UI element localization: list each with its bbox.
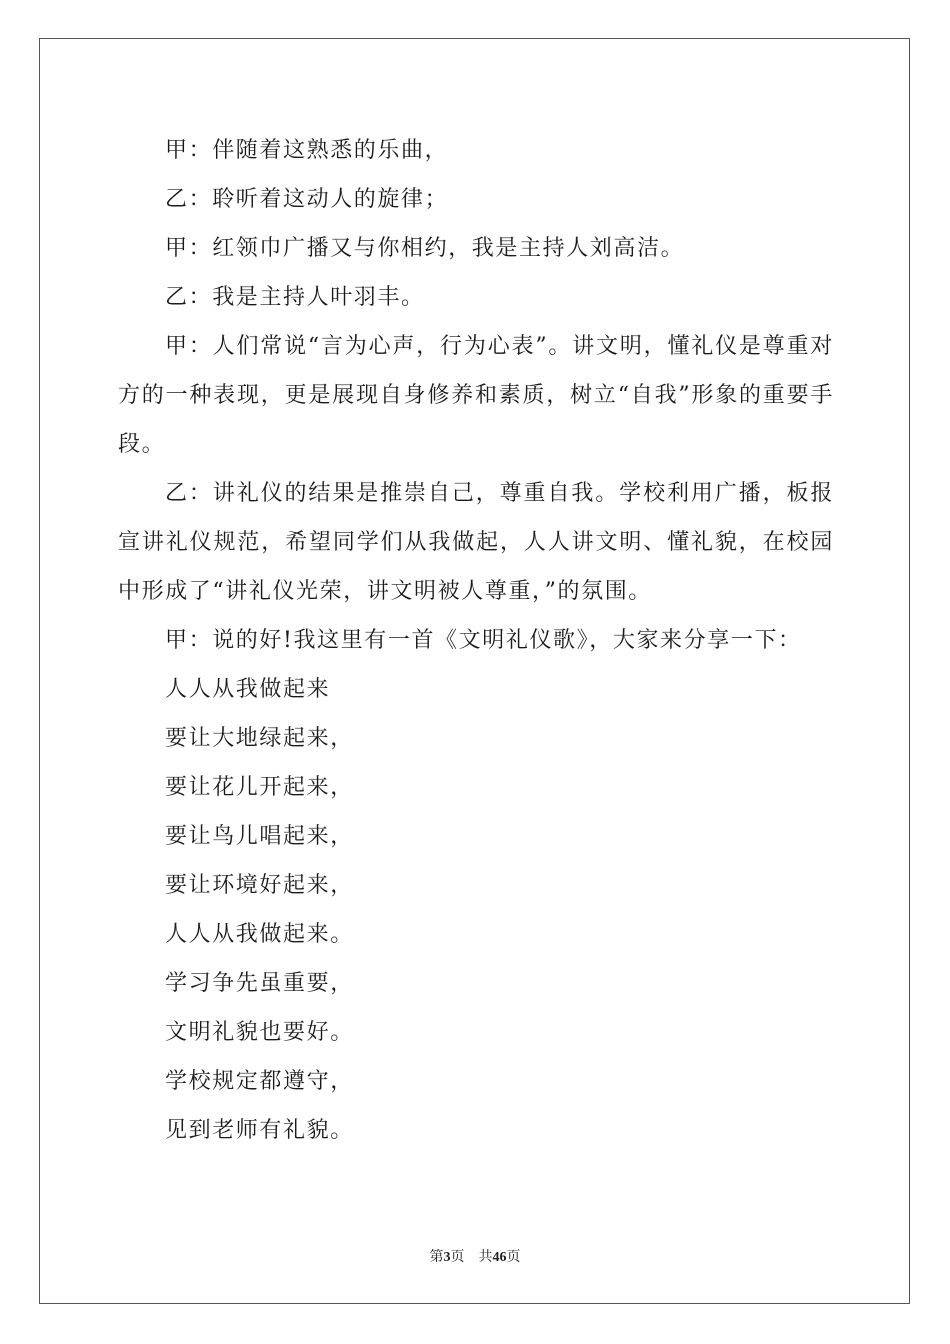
page-footer bbox=[0, 1246, 950, 1266]
paragraph: 乙：我是主持人叶羽丰。 bbox=[165, 285, 425, 310]
poem-line: 要让大地绿起来， bbox=[165, 726, 354, 751]
page-suffix: 页 bbox=[450, 1250, 465, 1265]
paragraph: 甲：说的好!我这里有一首《文明礼仪歌》，大家来分享一下： bbox=[165, 628, 802, 653]
page-number: 3 bbox=[443, 1250, 451, 1265]
poem-line: 文明礼貌也要好。 bbox=[165, 1020, 354, 1045]
paragraph: 甲：伴随着这熟悉的乐曲， bbox=[165, 138, 449, 163]
poem-line: 见到老师有礼貌。 bbox=[165, 1118, 354, 1143]
poem-line: 学习争先虽重要， bbox=[165, 971, 354, 996]
paragraph: 乙：聆听着这动人的旋律； bbox=[165, 187, 449, 212]
document-body bbox=[118, 126, 834, 1155]
poem-line: 要让环境好起来， bbox=[165, 873, 354, 898]
paragraph: 甲：人们常说“言为心声，行为心表”。讲文明，懂礼仪是尊重对方的一种表现，更是展现自身修养和素质，树立“自我”形象的重要手段。 bbox=[118, 334, 834, 457]
poem-line: 人人从我做起来。 bbox=[165, 922, 354, 947]
paragraph: 甲：红领巾广播又与你相约，我是主持人刘高洁。 bbox=[165, 236, 685, 261]
poem-line: 人人从我做起来 bbox=[165, 677, 331, 702]
page-prefix: 第 bbox=[429, 1250, 444, 1265]
poem-line: 要让鸟儿唱起来， bbox=[165, 824, 354, 849]
poem-line: 学校规定都遵守， bbox=[165, 1069, 354, 1094]
total-prefix: 共 bbox=[478, 1250, 493, 1265]
total-suffix: 页 bbox=[506, 1250, 521, 1265]
total-pages: 46 bbox=[492, 1250, 507, 1265]
poem-line: 要让花儿开起来， bbox=[165, 775, 354, 800]
paragraph: 乙：讲礼仪的结果是推崇自己，尊重自我。学校利用广播，板报宣讲礼仪规范，希望同学们从我做起，人人讲文明、懂礼貌，在校园中形成了“讲礼仪光荣，讲文明被人尊重，”的氛围。 bbox=[118, 481, 834, 604]
